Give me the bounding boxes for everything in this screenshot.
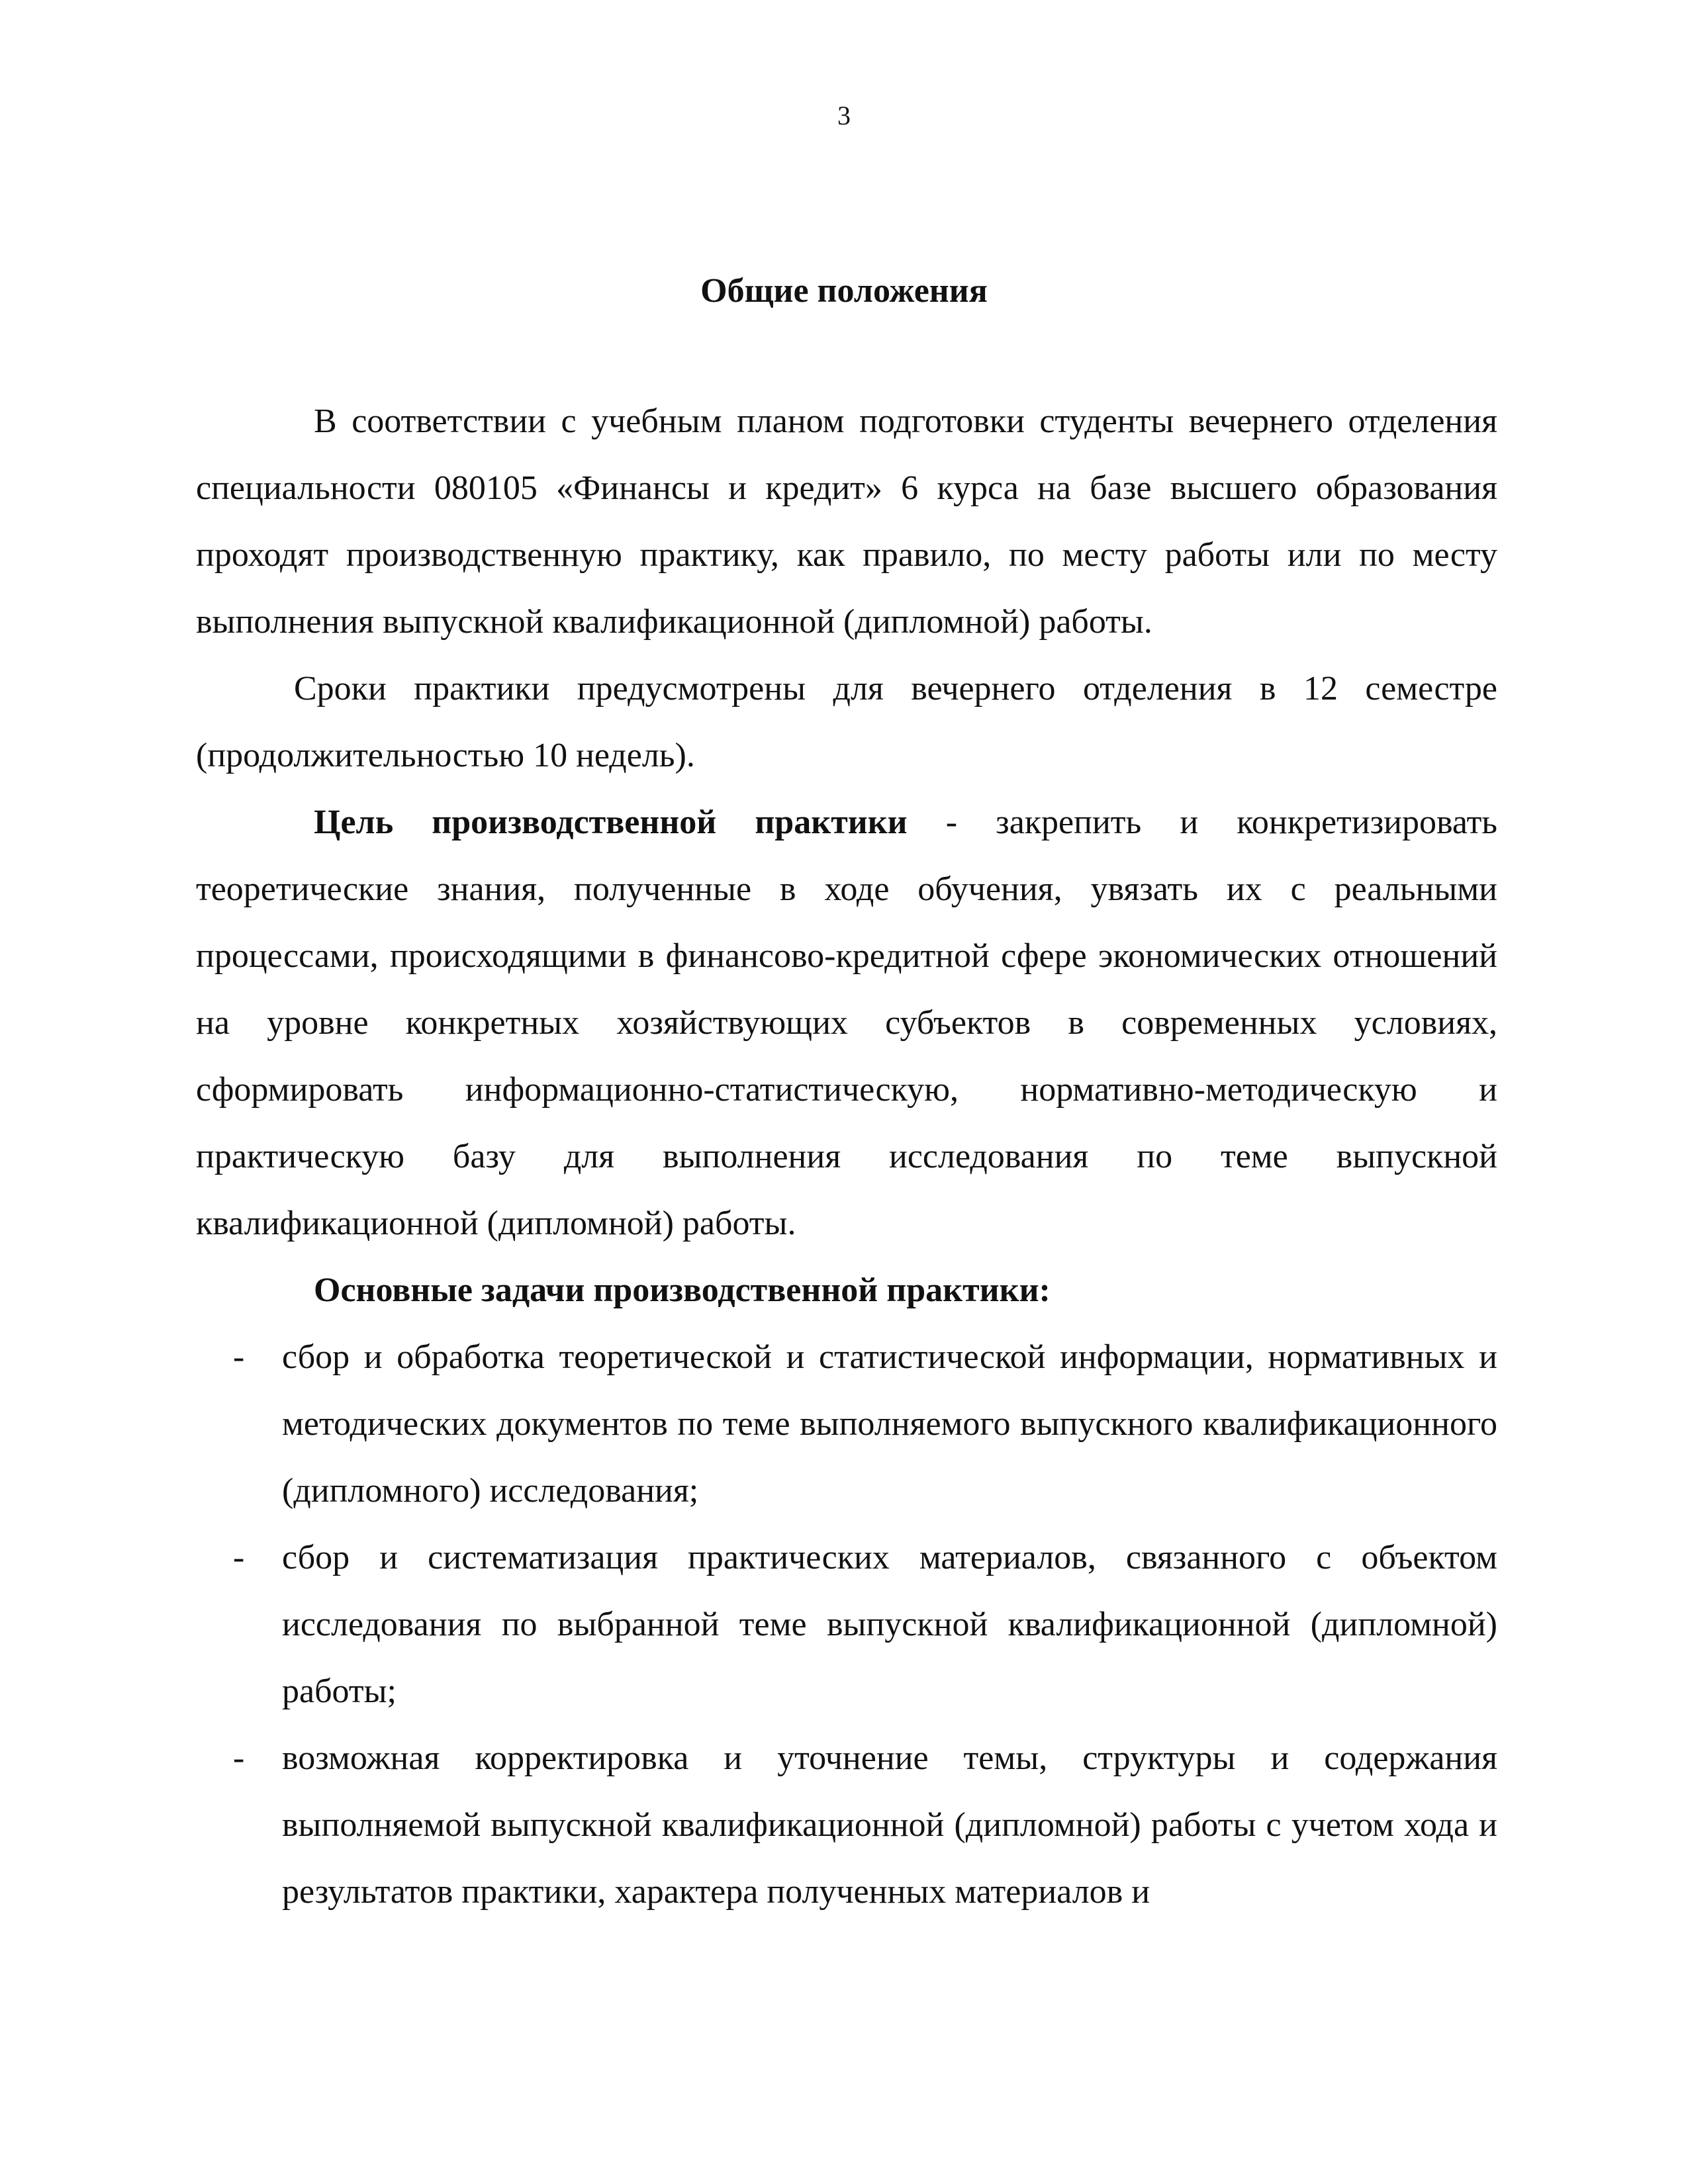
paragraph-curriculum: В соответствии с учебным планом подготовки студенты вечернего отделения специальности 080105 «Финансы и кредит» 6 курса на базе высшего образования проходят производственную практику, как правило, по месту работы или по месту выполнения выпускной квалификационной (дипломной) работы. (196, 402, 1497, 641)
task-item (196, 1725, 1497, 1925)
tasks-heading: Основные задачи производственной практики: (314, 1271, 1051, 1309)
goal-lead: Цель производственной практики (314, 803, 908, 841)
paragraph-terms: Сроки практики предусмотрены для вечернего отделения в 12 семестре (продолжительностью 10 недель). (196, 670, 1497, 774)
body-text (196, 388, 1497, 1925)
task-text: сбор и систематизация практических материалов, связанного с объектом исследования по выбранной теме выпускной квалификационной (дипломной) работы; (282, 1539, 1497, 1710)
task-text: возможная корректировка и уточнение темы, структуры и содержания выполняемой выпускной квалификационной (дипломной) работы с учетом хода и результатов практики, характера полученных материалов и (282, 1739, 1497, 1911)
task-text: сбор и обработка теоретической и статистической информации, нормативных и методических документов по теме выполняемого выпускного квалификационного (дипломного) исследования; (282, 1338, 1497, 1510)
page-number: 3 (837, 101, 851, 130)
task-list (196, 1324, 1497, 1925)
list-dash: - (233, 1338, 245, 1376)
list-dash: - (233, 1739, 245, 1777)
section-heading: Общие положения (700, 272, 988, 310)
goal-text: - закрепить и конкретизировать теоретические знания, полученные в ходе обучения, увязать их с реальными процессами, происходящими в финансово-кредитной сфере экономических отношений на уровне конкретных хозяйствующих субъектов в современных условиях, сформировать информационно-статистическую, нормативно-методическую и практическую базу для выполнения исследования по теме выпускной квалификационной (дипломной) работы. (196, 803, 1498, 1242)
task-item (196, 1524, 1497, 1725)
paragraph-goal (196, 789, 1497, 1257)
task-item (196, 1324, 1497, 1524)
list-dash: - (233, 1539, 245, 1576)
